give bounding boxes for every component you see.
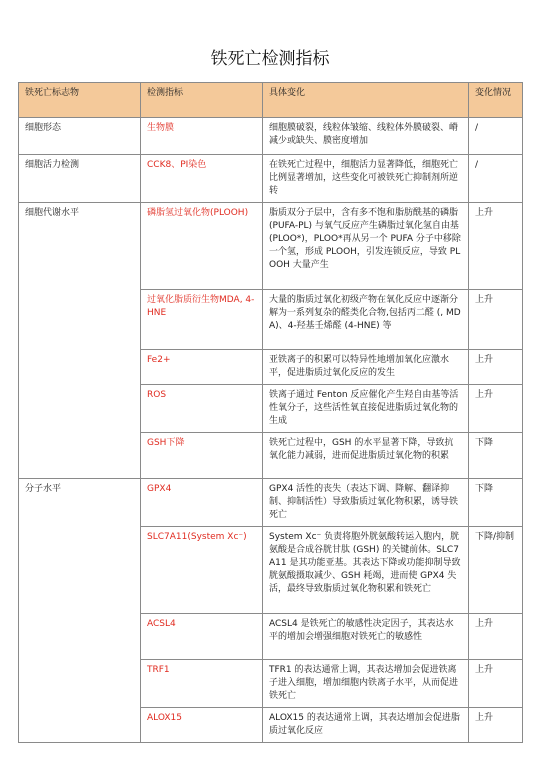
header-indicator: 检测指标: [141, 83, 263, 118]
description-cell: GPX4 活性的丧失（表达下调、降解、翻译抑制、抑制活性）导致脂质过氧化物积累，诱导铁死亡: [263, 479, 469, 527]
group-cell: 细胞代谢水平: [19, 203, 141, 479]
change-cell: 上升: [469, 290, 523, 350]
change-cell: 上升: [469, 660, 523, 708]
table-row: [19, 155, 523, 203]
description-cell: 铁离子通过 Fenton 反应催化产生羟自由基等活性氧分子，这些活性氧直接促进脂质过氧化物的生成: [263, 385, 469, 433]
change-cell: 下降: [469, 433, 523, 479]
table-row: [19, 203, 523, 290]
description-cell: 在铁死亡过程中，细胞活力显著降低，细胞死亡比例显著增加，这些变化可被铁死亡抑制剂所逆转: [263, 155, 469, 203]
description-cell: 大量的脂质过氧化初级产物在氧化反应中逐渐分解为一系列复杂的醛类化合物,包括丙二醛 (, MDA)、4-羟基壬烯醛 (4-HNE) 等: [263, 290, 469, 350]
change-cell: /: [469, 118, 523, 155]
ferroptosis-indicator-table: [18, 82, 523, 743]
indicator-cell: 磷脂氢过氧化物(PLOOH): [141, 203, 263, 290]
change-cell: 下降/抑制: [469, 527, 523, 614]
indicator-cell: ALOX15: [141, 708, 263, 743]
description-cell: ACSL4 是铁死亡的敏感性决定因子，其表达水平的增加会增强细胞对铁死亡的敏感性: [263, 614, 469, 660]
indicator-cell: ROS: [141, 385, 263, 433]
header-marker: 铁死亡标志物: [19, 83, 141, 118]
description-cell: 亚铁离子的积累可以特异性地增加氧化应激水平，促进脂质过氧化反应的发生: [263, 350, 469, 385]
indicator-cell: SLC7A11(System Xc⁻): [141, 527, 263, 614]
description-cell: 细胞膜破裂，线粒体皱缩、线粒体外膜破裂、嵴减少或缺失、膜密度增加: [263, 118, 469, 155]
change-cell: 上升: [469, 203, 523, 290]
indicator-cell: GSH下降: [141, 433, 263, 479]
change-cell: /: [469, 155, 523, 203]
indicator-cell: TRF1: [141, 660, 263, 708]
change-cell: 上升: [469, 708, 523, 743]
description-cell: 铁死亡过程中，GSH 的水平显著下降，导致抗氧化能力减弱，进而促进脂质过氧化物的积累: [263, 433, 469, 479]
indicator-cell: ACSL4: [141, 614, 263, 660]
indicator-cell: Fe2+: [141, 350, 263, 385]
group-cell: 分子水平: [19, 479, 141, 743]
group-cell: 细胞活力检测: [19, 155, 141, 203]
change-cell: 下降: [469, 479, 523, 527]
header-description: 具体变化: [263, 83, 469, 118]
description-cell: System Xc⁻ 负责将胞外胱氨酸转运入胞内，胱氨酸是合成谷胱甘肽 (GSH) 的关键前体。SLC7A11 是其功能亚基。其表达下降或功能抑制导致胱氨酸摄取减少、GSH 耗竭，进而使 GPX4 失活，最终导致脂质过氧化物积累和铁死亡: [263, 527, 469, 614]
indicator-cell: CCK8、PI染色: [141, 155, 263, 203]
table-row: [19, 118, 523, 155]
group-cell: 细胞形态: [19, 118, 141, 155]
document-title: 铁死亡检测指标: [210, 49, 330, 69]
table-row: [19, 479, 523, 527]
change-cell: 上升: [469, 350, 523, 385]
description-cell: 脂质双分子层中，含有多不饱和脂肪酰基的磷脂 (PUFA-PL) 与氧气反应产生磷脂过氧化氢自由基 (PLOO*)，PLOO*再从另一个 PUFA 分子中移除一个氢，形成 PLOOH，引发连锁反应，导致 PLOOH 大量产生: [263, 203, 469, 290]
indicator-cell: GPX4: [141, 479, 263, 527]
change-cell: 上升: [469, 385, 523, 433]
table-header-row: [19, 83, 523, 118]
indicator-cell: 过氧化脂质衍生物MDA, 4-HNE: [141, 290, 263, 350]
header-change: 变化情况: [469, 83, 523, 118]
description-cell: TFR1 的表达通常上调，其表达增加会促进铁离子进入细胞，增加细胞内铁离子水平，从而促进铁死亡: [263, 660, 469, 708]
change-cell: 上升: [469, 614, 523, 660]
description-cell: ALOX15 的表达通常上调，其表达增加会促进脂质过氧化反应: [263, 708, 469, 743]
indicator-cell: 生物膜: [141, 118, 263, 155]
